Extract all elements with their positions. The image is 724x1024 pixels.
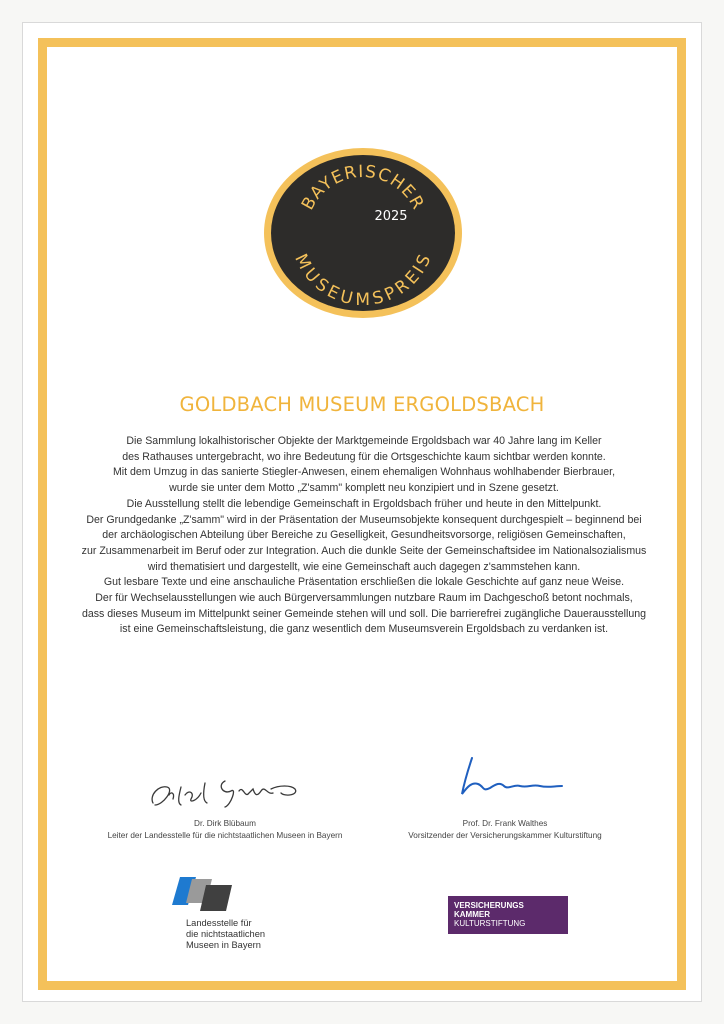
text-line: der archäologischen Abteilung über Bereiche zu Geselligkeit, Gesundheitsvorsorge, religiösen Gemeinschaften, <box>102 529 626 542</box>
museum-prize-badge <box>263 147 463 319</box>
text-line: Die Sammlung lokalhistorischer Objekte der Marktgemeinde Ergoldsbach war 40 Jahre lang im Keller <box>126 435 602 447</box>
museum-title: GOLDBACH MUSEUM ERGOLDSBACH <box>179 393 545 416</box>
text-line: Die Ausstellung stellt die lebendige Gemeinschaft in Ergoldsbach früher und heute in den Mittelpunkt. <box>126 497 602 510</box>
landesstelle-logo-mark <box>166 875 246 915</box>
signer-name: Dr. Dirk Blübaum <box>194 819 256 828</box>
text-line: Gut lesbare Texte und eine anschauliche Präsentation erschließen die lokale Geschichte auf ganz neue Weise. <box>103 576 625 589</box>
text-line: Mit dem Umzug in das sanierte Stiegler-Anwesen, einem ehemaligen Wohnhaus wohlhabender Bierbrauer, <box>112 466 616 479</box>
laudation-text <box>64 434 664 638</box>
signer-role: Vorsitzender der Versicherungskammer Kulturstiftung <box>408 831 602 840</box>
text-line: wird thematisiert und dargestellt, wie eine Gemeinschaft auch dagegen z'sammstehen kann. <box>147 560 581 573</box>
text-line: wurde sie unter dem Motto „Z'samm" komplett neu konzipiert und in Szene gesetzt. <box>169 482 559 495</box>
landesstelle-logo-text <box>186 918 265 951</box>
text-line: des Rathauses untergebracht, wo ihre Bedeutung für die Ortsgeschichte kaum sichtbar werden konnte. <box>122 450 606 463</box>
logo-line: KAMMER <box>454 910 490 919</box>
signature-walthes <box>458 752 568 802</box>
logo-line: KULTURSTIFTUNG <box>454 919 526 928</box>
text-line: ist eine Gemeinschaftsleistung, die ganz wesentlich dem Museumsverein Ergoldsbach zu verdanken ist. <box>119 623 609 636</box>
signature-bluebaum <box>145 765 305 815</box>
text-line: Der für Wechselausstellungen wie auch Bürgerversammlungen nutzbare Raum im Dachgeschoß betont nochmals, <box>95 592 633 605</box>
logo-line: Landesstelle für <box>186 918 252 928</box>
badge-year: 2025 <box>374 209 408 224</box>
logo-line: VERSICHERUNGS <box>454 901 524 910</box>
signer-left <box>80 818 370 842</box>
signer-role: Leiter der Landesstelle für die nichtstaatlichen Museen in Bayern <box>107 831 343 840</box>
text-line: zur Zusammenarbeit im Beruf oder zur Integration. Auch die dunkle Seite der Gemeinschaftsidee im Nationalsozialismus <box>81 544 647 557</box>
badge-arc-top: BAYERISCHER <box>297 161 429 214</box>
signer-name: Prof. Dr. Frank Walthes <box>462 819 548 828</box>
signer-right <box>380 818 630 842</box>
text-line: dass dieses Museum im Mittelpunkt seiner Gemeinde stehen will und soll. Die barrierefrei zugängliche Dauerausstellung <box>81 607 647 620</box>
versicherungskammer-logo <box>448 896 568 934</box>
badge-arc-bottom: MUSEUMSPREIS <box>290 250 436 311</box>
logo-line: die nichtstaatlichen <box>186 929 266 939</box>
logo-line: Museen in Bayern <box>186 940 261 950</box>
text-line: Der Grundgedanke „Z'samm" wird in der Präsentation der Museumsobjekte konsequent durchgespielt – beginnend bei <box>86 513 642 526</box>
